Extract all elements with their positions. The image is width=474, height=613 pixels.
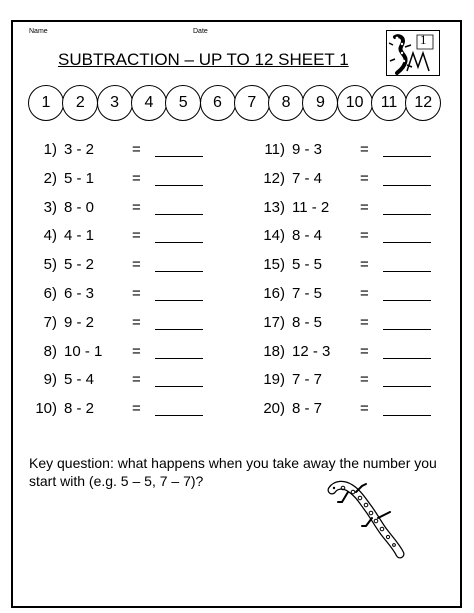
- number-circle: 6: [200, 85, 236, 121]
- number-circle: 10: [337, 85, 373, 121]
- answer-blank[interactable]: [383, 300, 431, 301]
- equals-sign: =: [132, 256, 141, 274]
- answer-blank[interactable]: [383, 386, 431, 387]
- problem-number: 8): [43, 342, 57, 360]
- problem-expression: 11 - 2: [292, 198, 330, 216]
- problem-expression: 9 - 2: [64, 313, 95, 331]
- salamander-icon: [326, 478, 406, 560]
- number-circle: 2: [62, 85, 98, 121]
- problem-number: 4): [43, 227, 57, 245]
- number-circle: 3: [97, 85, 133, 121]
- problem-row: [24, 395, 214, 423]
- answer-blank[interactable]: [155, 329, 203, 330]
- problem-row: [252, 309, 442, 337]
- problem-expression: 7 - 4: [292, 169, 323, 187]
- problem-row: [252, 251, 442, 279]
- equals-sign: =: [360, 371, 369, 389]
- number-circle: 4: [131, 85, 167, 121]
- problem-expression: 7 - 5: [292, 285, 323, 302]
- salamander-logo-icon: [387, 31, 439, 75]
- date-label: Date: [193, 28, 208, 35]
- problem-number: 18): [263, 342, 285, 360]
- problem-expression: 6 - 3: [64, 285, 95, 302]
- answer-blank[interactable]: [155, 156, 203, 157]
- problem-row: [24, 165, 214, 193]
- equals-sign: =: [132, 313, 141, 331]
- problem-row: [24, 366, 214, 394]
- equals-sign: =: [360, 227, 369, 245]
- number-circle: 5: [165, 85, 201, 121]
- equals-sign: =: [360, 285, 369, 302]
- equals-sign: =: [132, 371, 141, 389]
- answer-blank[interactable]: [383, 329, 431, 330]
- answer-blank[interactable]: [383, 415, 431, 416]
- problem-row: [24, 251, 214, 279]
- problem-row: [252, 366, 442, 394]
- problem-number: 6): [43, 285, 57, 302]
- number-circle: 11: [371, 85, 407, 121]
- problem-row: [252, 338, 442, 366]
- problem-number: 17): [263, 313, 285, 331]
- problem-row: [24, 136, 214, 164]
- problem-number: 14): [263, 227, 285, 245]
- salamander-illustration: [326, 478, 406, 565]
- answer-blank[interactable]: [383, 156, 431, 157]
- answer-blank[interactable]: [155, 415, 203, 416]
- problem-expression: 8 - 4: [292, 227, 323, 245]
- worksheet-title: SUBTRACTION – UP TO 12 SHEET 1: [58, 50, 349, 69]
- name-label: Name: [29, 28, 48, 35]
- problem-expression: 5 - 4: [64, 371, 95, 389]
- problem-row: [24, 280, 214, 308]
- problem-number: 10): [35, 400, 57, 418]
- problem-number: 2): [43, 169, 57, 187]
- problem-row: [252, 136, 442, 164]
- problem-row: [24, 222, 214, 250]
- problem-number: 20): [263, 400, 285, 418]
- number-circle: 12: [405, 85, 441, 121]
- problem-expression: 8 - 2: [64, 400, 95, 418]
- number-line: [28, 85, 444, 121]
- problem-number: 7): [43, 313, 57, 331]
- answer-blank[interactable]: [383, 242, 431, 243]
- answer-blank[interactable]: [383, 185, 431, 186]
- equals-sign: =: [132, 227, 141, 245]
- problem-row: [252, 165, 442, 193]
- equals-sign: =: [132, 141, 141, 158]
- equals-sign: =: [360, 141, 369, 158]
- problem-expression: 5 - 5: [292, 256, 323, 274]
- number-circle: 9: [302, 85, 338, 121]
- equals-sign: =: [132, 285, 141, 302]
- logo-number: 1: [420, 32, 427, 47]
- problem-number: 11): [264, 141, 285, 158]
- answer-blank[interactable]: [383, 358, 431, 359]
- equals-sign: =: [132, 169, 141, 187]
- answer-blank[interactable]: [383, 214, 431, 215]
- problem-expression: 8 - 7: [292, 400, 323, 418]
- equals-sign: =: [360, 342, 369, 360]
- equals-sign: =: [132, 198, 141, 216]
- problem-expression: 12 - 3: [292, 342, 331, 360]
- problem-expression: 4 - 1: [64, 227, 95, 245]
- equals-sign: =: [132, 342, 141, 360]
- problem-number: 1): [43, 141, 57, 158]
- problem-expression: 9 - 3: [292, 141, 323, 158]
- answer-blank[interactable]: [155, 358, 203, 359]
- problem-row: [252, 280, 442, 308]
- answer-blank[interactable]: [155, 185, 203, 186]
- problem-expression: 7 - 7: [292, 371, 323, 389]
- answer-blank[interactable]: [155, 300, 203, 301]
- key-question: Key question: what happens when you take away the number you start with (e.g. 5 – 5, 7 – 7)?: [29, 455, 437, 489]
- answer-blank[interactable]: [155, 214, 203, 215]
- problem-expression: 5 - 2: [64, 256, 95, 274]
- problem-number: 5): [43, 256, 57, 274]
- problem-expression: 8 - 5: [292, 313, 323, 331]
- equals-sign: =: [360, 313, 369, 331]
- problem-row: [24, 309, 214, 337]
- equals-sign: =: [132, 400, 141, 418]
- number-circle: 1: [28, 85, 64, 121]
- problem-number: 9): [43, 371, 57, 389]
- logo: [386, 30, 440, 76]
- equals-sign: =: [360, 198, 369, 216]
- problem-expression: 5 - 1: [64, 169, 95, 187]
- problem-expression: 3 - 2: [64, 141, 95, 158]
- equals-sign: =: [360, 256, 369, 274]
- problem-row: [24, 194, 214, 222]
- problem-row: [24, 338, 214, 366]
- problem-number: 3): [43, 198, 57, 216]
- problem-row: [252, 222, 442, 250]
- answer-blank[interactable]: [155, 271, 203, 272]
- equals-sign: =: [360, 169, 369, 187]
- problem-number: 16): [263, 285, 285, 302]
- problem-number: 12): [263, 169, 285, 187]
- problem-expression: 10 - 1: [64, 342, 103, 360]
- problem-number: 19): [263, 371, 285, 389]
- number-circle: 8: [268, 85, 304, 121]
- problem-number: 15): [263, 256, 285, 274]
- problem-expression: 8 - 0: [64, 198, 95, 216]
- problem-row: [252, 194, 442, 222]
- problem-row: [252, 395, 442, 423]
- number-circle: 7: [234, 85, 270, 121]
- answer-blank[interactable]: [383, 271, 431, 272]
- answer-blank[interactable]: [155, 386, 203, 387]
- answer-blank[interactable]: [155, 242, 203, 243]
- problem-number: 13): [263, 198, 285, 216]
- equals-sign: =: [360, 400, 369, 418]
